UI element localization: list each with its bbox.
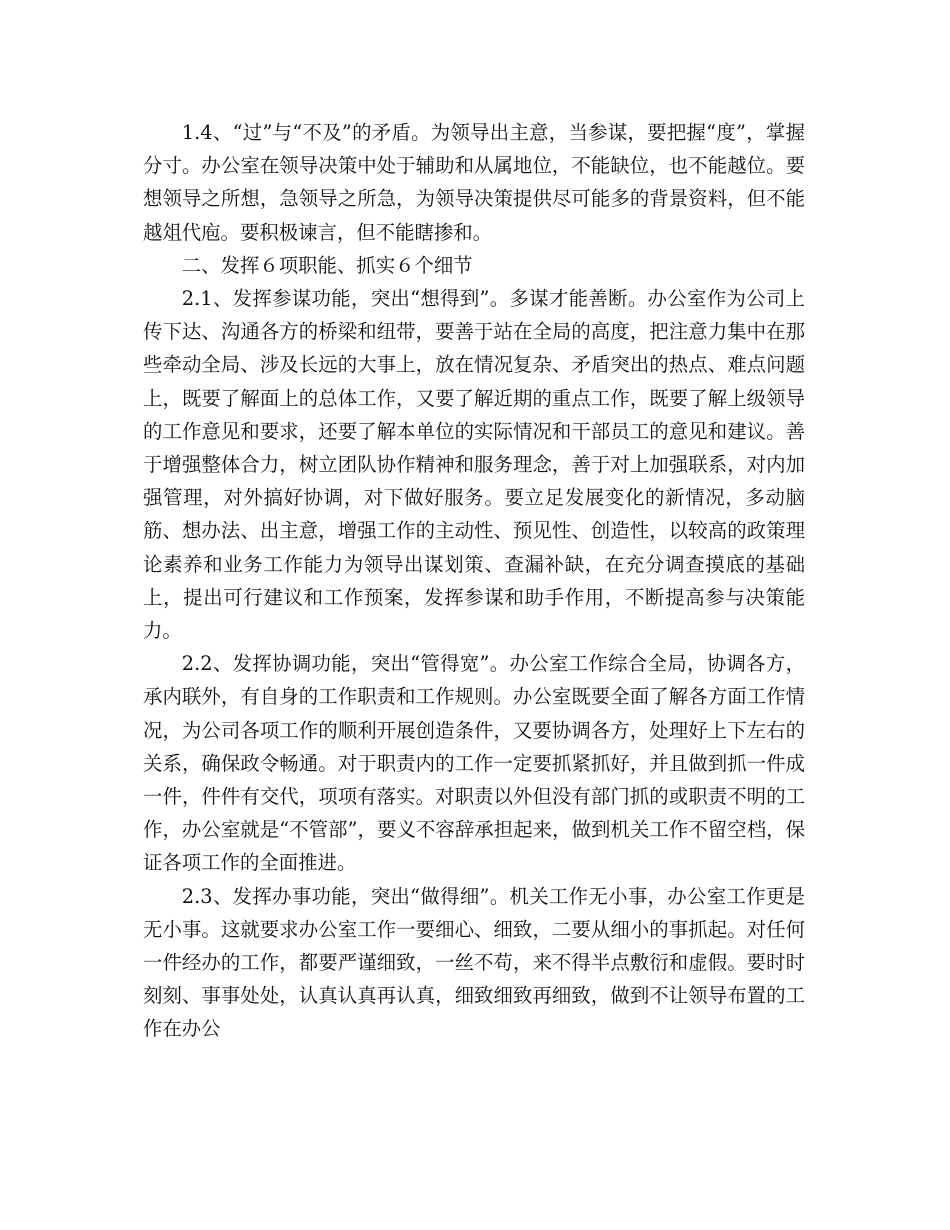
document-body (143, 116, 805, 1046)
paragraph-2-3-administrative-function: 2.3、发挥办事功能，突出“做得细”。机关工作无小事，办公室工作更是无小事。这就要求办公室工作一要细心、细致，二要从细小的事抓起。对任何一件经办的工作，都要严谨细致，一丝不苟，来不得半点敷衍和虚假。要时时刻刻、事事处处，认真认真再认真，细致细致再细致，做到不让领导布置的工作在办公 (143, 884, 805, 1041)
paragraph-2-1-advisory-function: 2.1、发挥参谋功能，突出“想得到”。多谋才能善断。办公室作为公司上传下达、沟通各方的桥梁和纽带，要善于站在全局的高度，把注意力集中在那些牵动全局、涉及长远的大事上，放在情况复杂、矛盾突出的热点、难点问题上，既要了解面上的总体工作，又要了解近期的重点工作，既要了解上级领导的工作意见和要求，还要了解本单位的实际情况和干部员工的意见和建议。善于增强整体合力，树立团队协作精神和服务理念，善于对上加强联系，对内加强管理，对外搞好协调，对下做好服务。要立足发展变化的新情况，多动脑筋、想办法、出主意，增强工作的主动性、预见性、创造性，以较高的政策理论素养和业务工作能力为领导出谋划策、查漏补缺，在充分调查摸底的基础上，提出可行建议和工作预案，发挥参谋和助手作用，不断提高参与决策能力。 (143, 287, 805, 643)
section-heading-two: 二、发挥６项职能、抓实６个细节 (181, 253, 473, 277)
paragraph-2-2-coordination-function: 2.2、发挥协调功能，突出“管得宽”。办公室工作综合全局，协调各方，承内联外，有自身的工作职责和工作规则。办公室既要全面了解各方面工作情况，为公司各项工作的顺利开展创造条件，又要协调各方，处理好上下左右的关系，确保政令畅通。对于职责内的工作一定要抓紧抓好，并且做到抓一件成一件，件件有交代，项项有落实。对职责以外但没有部门抓的或职责不明的工作，办公室就是“不管部”，要义不容辞承担起来，做到机关工作不留空档，保证各项工作的全面推进。 (143, 652, 805, 875)
paragraph-1-4-excess-vs-deficiency: 1.4、“过”与“不及”的矛盾。为领导出主意，当参谋，要把握“度”，掌握分寸。办公室在领导决策中处于辅助和从属地位，不能缺位，也不能越位。要想领导之所想，急领导之所急，为领导决策提供尽可能多的背景资料，但不能越俎代庖。要积极谏言，但不能瞎掺和。 (143, 121, 805, 244)
